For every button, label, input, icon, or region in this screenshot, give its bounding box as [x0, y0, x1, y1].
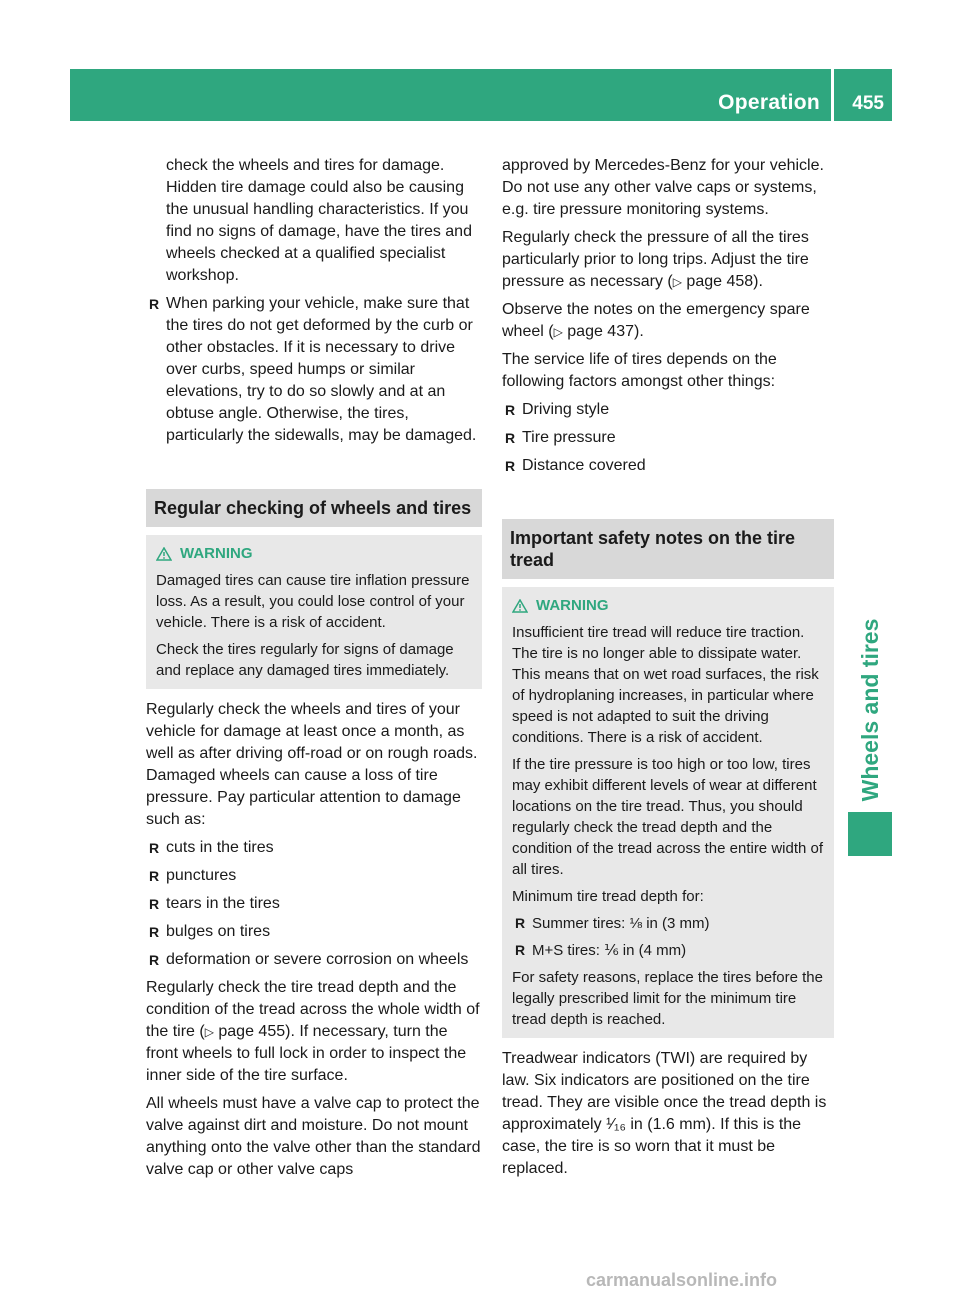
bullet-icon: R	[149, 296, 160, 312]
bullet-icon: R	[505, 402, 516, 418]
warning-text: Check the tires regularly for signs of damage and replace any damaged tires immediately.	[156, 641, 454, 679]
list-item	[146, 949, 482, 971]
bullet-icon: R	[515, 915, 526, 931]
warning-text: Insufficient tire tread will reduce tire traction. The tire is no longer able to dissipate water. This means that on wet road surfaces, the risk of hydroplaning increases, in particular where speed is not adapted to suit the driving conditions. There is a risk of accident.	[512, 624, 819, 746]
list-item	[146, 921, 482, 943]
warning-title-text: WARNING	[536, 597, 609, 614]
paragraph	[502, 227, 834, 293]
list-item	[146, 837, 482, 859]
list-item-text: tears in the tires	[166, 895, 280, 912]
text-run: ).	[634, 323, 644, 340]
warning-text: Damaged tires can cause tire inflation pressure loss. As a result, you could lose control of your vehicle. There is a risk of accident.	[156, 572, 470, 631]
side-tab-marker	[848, 812, 892, 856]
list-item-text: punctures	[166, 867, 237, 884]
list-item-text: cuts in the tires	[166, 839, 274, 856]
right-column	[502, 155, 834, 1186]
header-title: Operation	[718, 91, 820, 114]
list-item	[146, 293, 482, 447]
header-divider	[831, 69, 834, 121]
bullet-icon: R	[505, 458, 516, 474]
left-column	[146, 155, 482, 1187]
paragraph	[502, 299, 834, 343]
list-item-text: Tire pressure	[522, 429, 616, 446]
side-tab-label: Wheels and tires	[856, 618, 883, 802]
list-item	[146, 893, 482, 915]
warning-title	[156, 543, 472, 564]
warning-title	[512, 595, 824, 616]
text-run: Regularly check the tire tread depth and the condition of the tread across the whole width of the tire (	[146, 979, 480, 1040]
warning-text: Minimum tire tread depth for:	[512, 888, 704, 905]
text-run: ). If necessary, turn the front wheels to full lock in order to inspect the inner side of the tire surface.	[146, 1023, 467, 1084]
list-item	[512, 913, 824, 934]
page-reference-link[interactable]: page 437	[567, 323, 634, 340]
warning-triangle-icon	[512, 599, 528, 613]
arrow-icon: ▷	[204, 1025, 214, 1039]
arrow-icon: ▷	[553, 325, 563, 339]
list-item	[502, 455, 834, 477]
list-item-text: deformation or severe corrosion on wheels	[166, 951, 469, 968]
warning-title-text: WARNING	[180, 545, 253, 562]
bullet-icon: R	[149, 896, 160, 912]
list-item	[146, 865, 482, 887]
list-item-text: bulges on tires	[166, 923, 271, 940]
list-item-text: When parking your vehicle, make sure that the tires do not get deformed by the curb or other obstacles. If it is necessary to drive over curbs, speed humps or similar elevations, try to do so slowly and at an obtuse angle. Otherwise, the tires, particularly the sidewalls, may be damaged.	[166, 295, 477, 444]
list-item	[502, 399, 834, 421]
text-run: ).	[753, 273, 763, 290]
paragraph: Treadwear indicators (TWI) are required by law. Six indicators are positioned on the tire tread. They are visible once the tread depth is approximately ¹⁄₁₆ in (1.6 mm). If this is the case, the tire is so worn that it must be replaced.	[502, 1050, 827, 1177]
list-item	[502, 427, 834, 449]
list-item-text: Summer tires: ⅛ in (3 mm)	[532, 915, 710, 932]
section-heading: Regular checking of wheels and tires	[146, 489, 482, 527]
paragraph: Regularly check the wheels and tires of your vehicle for damage at least once a month, as well as after driving off-road or on rough roads. Damaged wheels can cause a loss of tire pressure. Pay particular attention to damage such as:	[146, 701, 478, 828]
warning-box	[146, 535, 482, 689]
page-reference-link[interactable]: page 455	[218, 1023, 286, 1040]
text-run: Regularly check the pressure of all the tires particularly prior to long trips. Adjust the tire pressure as necessary (	[502, 229, 809, 290]
page-reference-link[interactable]: page 458	[686, 273, 754, 290]
warning-box	[502, 587, 834, 1038]
paragraph: The service life of tires depends on the following factors amongst other things:	[502, 351, 777, 390]
list-item-text: M+S tires: ⅙ in (4 mm)	[532, 942, 687, 959]
header-bar	[70, 69, 892, 121]
warning-text: For safety reasons, replace the tires before the legally prescribed limit for the minimum tire tread depth is reached.	[512, 969, 823, 1028]
factor-list	[502, 399, 834, 477]
warning-text: If the tire pressure is too high or too low, tires may exhibit different levels of wear at different locations on the tire tread. Thus, you should regularly check the tread depth and the condition of the tread across the entire width of all tires.	[512, 756, 824, 878]
bullet-icon: R	[149, 868, 160, 884]
arrow-icon: ▷	[672, 275, 682, 289]
bullet-icon: R	[149, 924, 160, 940]
depth-list	[512, 913, 824, 961]
bullet-icon: R	[515, 942, 526, 958]
page-number: 455	[852, 93, 884, 114]
bullet-icon: R	[149, 840, 160, 856]
damage-list	[146, 837, 482, 971]
paragraph: approved by Mercedes-Benz for your vehicle. Do not use any other valve caps or systems, e.g. tire pressure monitoring systems.	[502, 157, 824, 218]
list-item-text: Distance covered	[522, 457, 646, 474]
watermark: carmanualsonline.info	[586, 1270, 778, 1290]
paragraph: All wheels must have a valve cap to protect the valve against dirt and moisture. Do not mount anything onto the valve other than the standard valve cap or other valve caps	[146, 1095, 481, 1178]
intro-continuation: check the wheels and tires for damage. Hidden tire damage could also be causing the unusual handling characteristics. If you find no signs of damage, have the tires and wheels checked at a qualified specialist workshop.	[166, 157, 472, 284]
bullet-icon: R	[505, 430, 516, 446]
warning-triangle-icon	[156, 547, 172, 561]
list-item-text: Driving style	[522, 401, 610, 418]
bullet-icon: R	[149, 952, 160, 968]
list-item	[512, 940, 824, 961]
section-heading: Important safety notes on the tire tread	[502, 519, 834, 579]
text-run: Observe the notes on the emergency spare wheel (	[502, 301, 810, 340]
paragraph	[146, 977, 482, 1087]
